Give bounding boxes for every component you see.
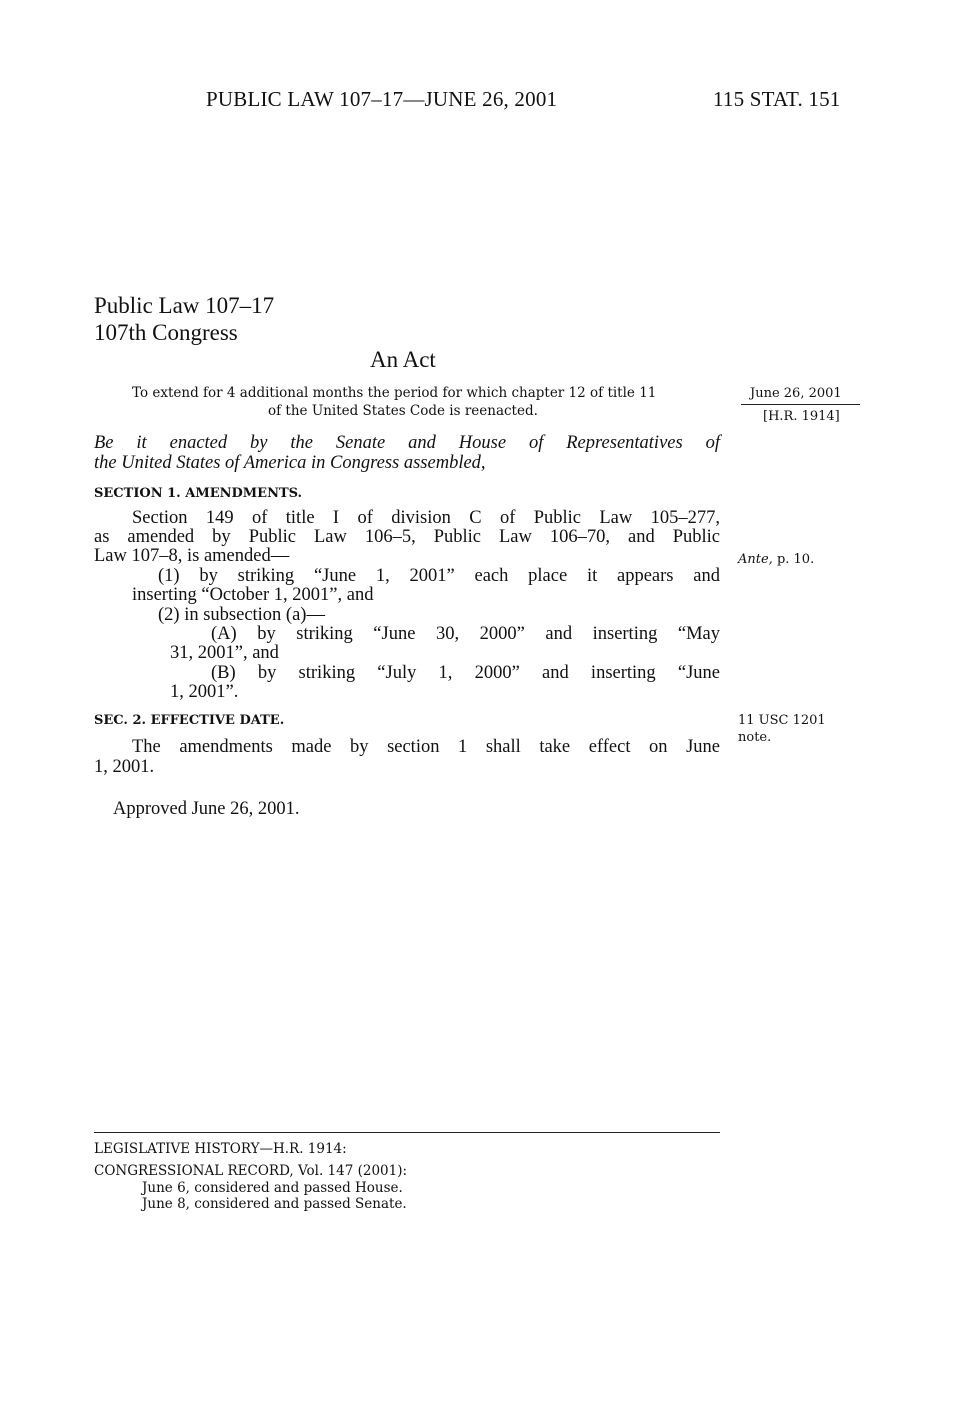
margin-usc-citation: 11 USC 1201 [738, 713, 826, 728]
congressional-record: CONGRESSIONAL RECORD, Vol. 147 (2001): [94, 1163, 408, 1179]
history-entry-house: June 6, considered and passed House. [142, 1180, 403, 1196]
section-2-heading: SEC. 2. EFFECTIVE DATE. [94, 713, 285, 728]
margin-divider [741, 404, 860, 405]
enacting-clause-line-2 [94, 453, 486, 474]
margin-ante-page: p. 10. [772, 552, 815, 567]
act-title: An Act [370, 347, 436, 372]
item-1-line-2: inserting “October 1, 2001”, and [132, 585, 374, 605]
approval-date: Approved June 26, 2001. [113, 799, 300, 819]
margin-ante-reference [738, 552, 814, 567]
congress-label: 107th Congress [94, 320, 238, 345]
margin-bill-number: [H.R. 1914] [763, 409, 840, 424]
enacting-clause-line-1 [94, 433, 720, 454]
section-1-heading: SECTION 1. AMENDMENTS. [94, 486, 303, 501]
section-2-line-2: 1, 2001. [94, 757, 155, 777]
page-number: 115 STAT. 151 [713, 87, 841, 111]
section-1-line-2: as amended by Public Law 106–5, Public Law 106–70, and Public [94, 527, 720, 547]
margin-date: June 26, 2001 [750, 386, 842, 401]
purpose-line-1: To extend for 4 additional months the period for which chapter 12 of title 11 [132, 385, 657, 401]
purpose-line-2: of the United States Code is reenacted. [268, 403, 538, 419]
section-1-line-1: Section 149 of title I of division C of Public Law 105–277, [132, 508, 720, 528]
running-header-title: PUBLIC LAW 107–17—JUNE 26, 2001 [206, 87, 558, 111]
section-2-line-1: The amendments made by section 1 shall take effect on June [132, 737, 720, 757]
item-1-line-1: (1) by striking “June 1, 2001” each place it appears and [158, 566, 720, 586]
history-title: LEGISLATIVE HISTORY—H.R. 1914: [94, 1141, 347, 1157]
history-divider [94, 1132, 720, 1133]
history-entry-senate: June 8, considered and passed Senate. [142, 1196, 407, 1212]
item-b-line-1: (B) by striking “July 1, 2000” and inserting “June [211, 663, 720, 683]
section-1-line-3: Law 107–8, is amended— [94, 546, 290, 566]
law-number: Public Law 107–17 [94, 293, 275, 318]
margin-usc-note: note. [738, 730, 772, 745]
item-b-line-2: 1, 2001”. [170, 682, 239, 702]
margin-ante: Ante, [738, 552, 773, 567]
enacting-clause-text-1: Be it enacted by the Senate and House of Representatives of [94, 433, 720, 453]
enacting-clause-text-2: the United States of America in Congress assembled, [94, 453, 486, 473]
item-a-line-2: 31, 2001”, and [170, 643, 279, 663]
item-a-line-1: (A) by striking “June 30, 2000” and inserting “May [211, 624, 720, 644]
item-2: (2) in subsection (a)— [158, 605, 325, 625]
